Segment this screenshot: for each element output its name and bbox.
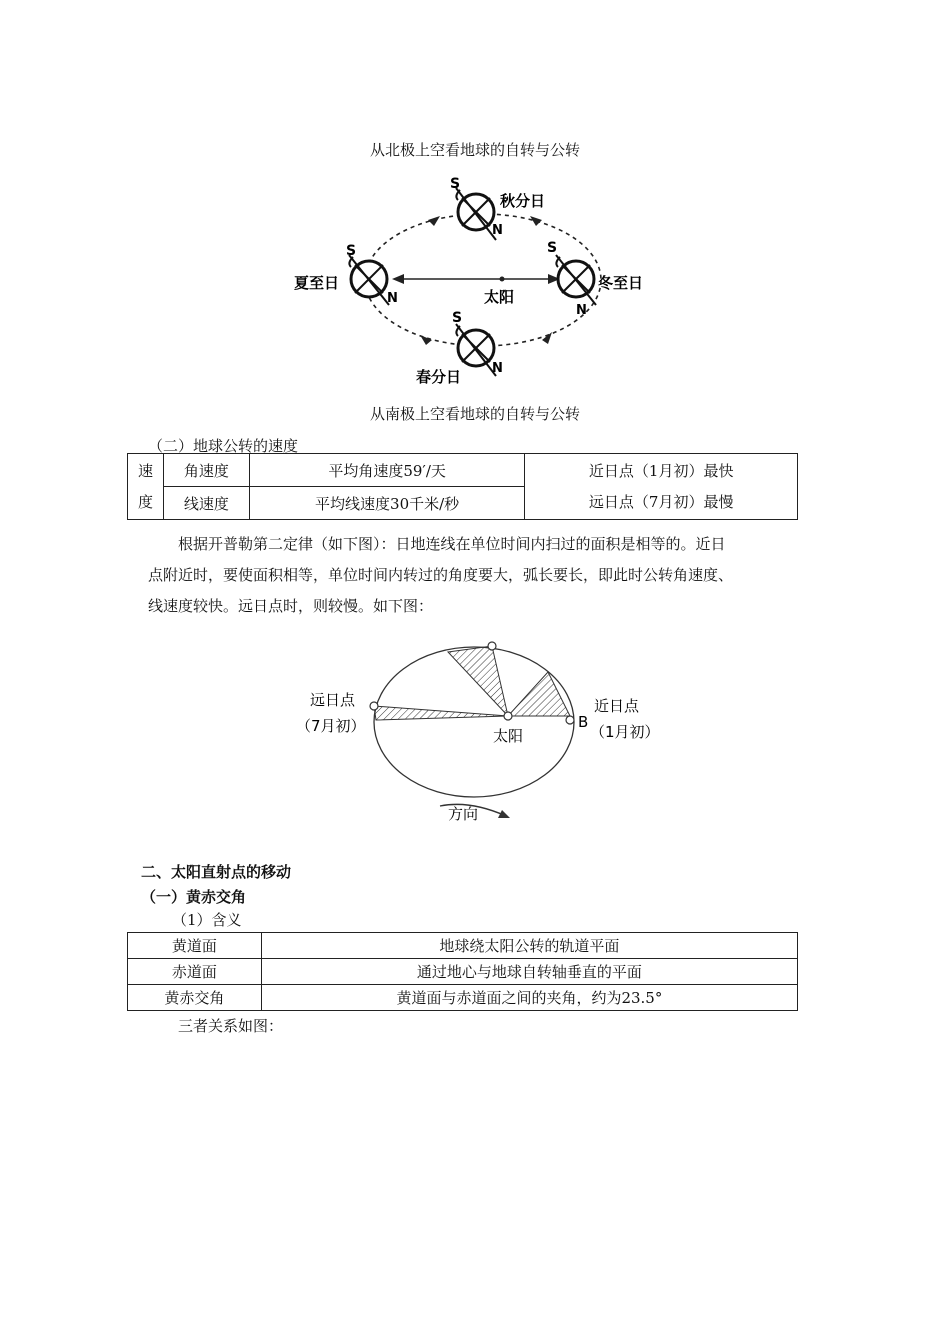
figure-caption-north: 从北极上空看地球的自转与公转 <box>369 141 580 159</box>
label-direction: 方向 <box>448 805 479 823</box>
speed-notes: 近日点（1月初）最快 远日点（7月初）最慢 <box>525 454 798 520</box>
figure-caption-south: 从南极上空看地球的自转与公转 <box>369 405 580 423</box>
label-perihelion: 近日点 <box>594 697 640 715</box>
pole-s-label: S <box>346 243 357 259</box>
ecliptic-table <box>127 932 798 1011</box>
relation-text: 三者关系如图： <box>178 1017 284 1035</box>
speed-row-value: 平均线速度30千米/秒 <box>249 487 525 520</box>
sector-top <box>448 646 508 716</box>
kepler-paragraph <box>148 529 828 622</box>
orbit-arrow <box>530 216 542 226</box>
label-perihelion-time: （1月初） <box>590 723 660 741</box>
table-term: 黄赤交角 <box>128 985 262 1011</box>
sun-dot <box>500 277 505 282</box>
label-aphelion: 远日点 <box>310 691 356 709</box>
pole-s-label: S <box>547 240 558 256</box>
paragraph-line: 点附近时，要使面积相等，单位时间内转过的角度要大，弧长要长，即此时公转角速度、 <box>148 566 734 584</box>
orbit-arrow <box>542 332 552 344</box>
orbit-arrow <box>420 335 432 345</box>
planet-position <box>370 702 378 710</box>
item-label: （1）含义 <box>172 911 242 929</box>
table-term: 黄道面 <box>128 933 262 959</box>
speed-row-name: 线速度 <box>163 487 249 520</box>
orbit-arrow <box>428 216 440 226</box>
label-autumn: 秋分日 <box>500 192 546 210</box>
earth-winter <box>556 255 596 305</box>
pole-n-label: N <box>576 303 587 318</box>
kepler-diagram <box>290 636 670 832</box>
pole-n-label: N <box>492 361 503 376</box>
label-spring: 春分日 <box>416 368 462 386</box>
speed-row-value: 平均角速度59′/天 <box>249 454 525 487</box>
section-heading: 二、太阳直射点的移动 <box>141 863 292 881</box>
pole-n-label: N <box>387 291 398 306</box>
label-sun: 太阳 <box>484 288 515 306</box>
pole-n-label: N <box>492 223 503 238</box>
label-sun: 太阳 <box>493 727 524 745</box>
line-arrow-left <box>392 274 404 284</box>
earth-autumn <box>456 188 496 240</box>
speed-row-name: 角速度 <box>163 454 249 487</box>
paragraph-line: 线速度较快。远日点时，则较慢。如下图： <box>148 597 434 615</box>
pole-s-label: S <box>452 310 463 326</box>
speed-table <box>127 453 798 520</box>
speed-group-label: 速 度 <box>128 454 164 520</box>
table-definition: 地球绕太阳公转的轨道平面 <box>261 933 797 959</box>
sector-perihelion <box>508 672 570 716</box>
table-term: 赤道面 <box>128 959 262 985</box>
label-summer: 夏至日 <box>294 274 340 292</box>
label-b: B <box>578 713 589 731</box>
sub-heading: （一）黄赤交角 <box>141 888 247 906</box>
earth-spring <box>456 324 496 376</box>
planet-position <box>566 716 574 724</box>
paragraph-line: 根据开普勒第二定律（如下图）：日地连线在单位时间内扫过的面积是相等的。近日 <box>178 535 726 553</box>
planet-position <box>488 642 496 650</box>
table-definition: 黄道面与赤道面之间的夹角，约为23.5° <box>261 985 797 1011</box>
sector-aphelion <box>374 706 508 720</box>
pole-s-label: S <box>450 176 461 192</box>
section-heading-speed: （二）地球公转的速度 <box>148 437 299 455</box>
sun-position <box>504 712 512 720</box>
earth-summer <box>349 255 389 305</box>
label-winter: 冬至日 <box>598 274 644 292</box>
orbit-diagram <box>280 162 680 392</box>
table-definition: 通过地心与地球自转轴垂直的平面 <box>261 959 797 985</box>
label-aphelion-time: （7月初） <box>296 717 366 735</box>
